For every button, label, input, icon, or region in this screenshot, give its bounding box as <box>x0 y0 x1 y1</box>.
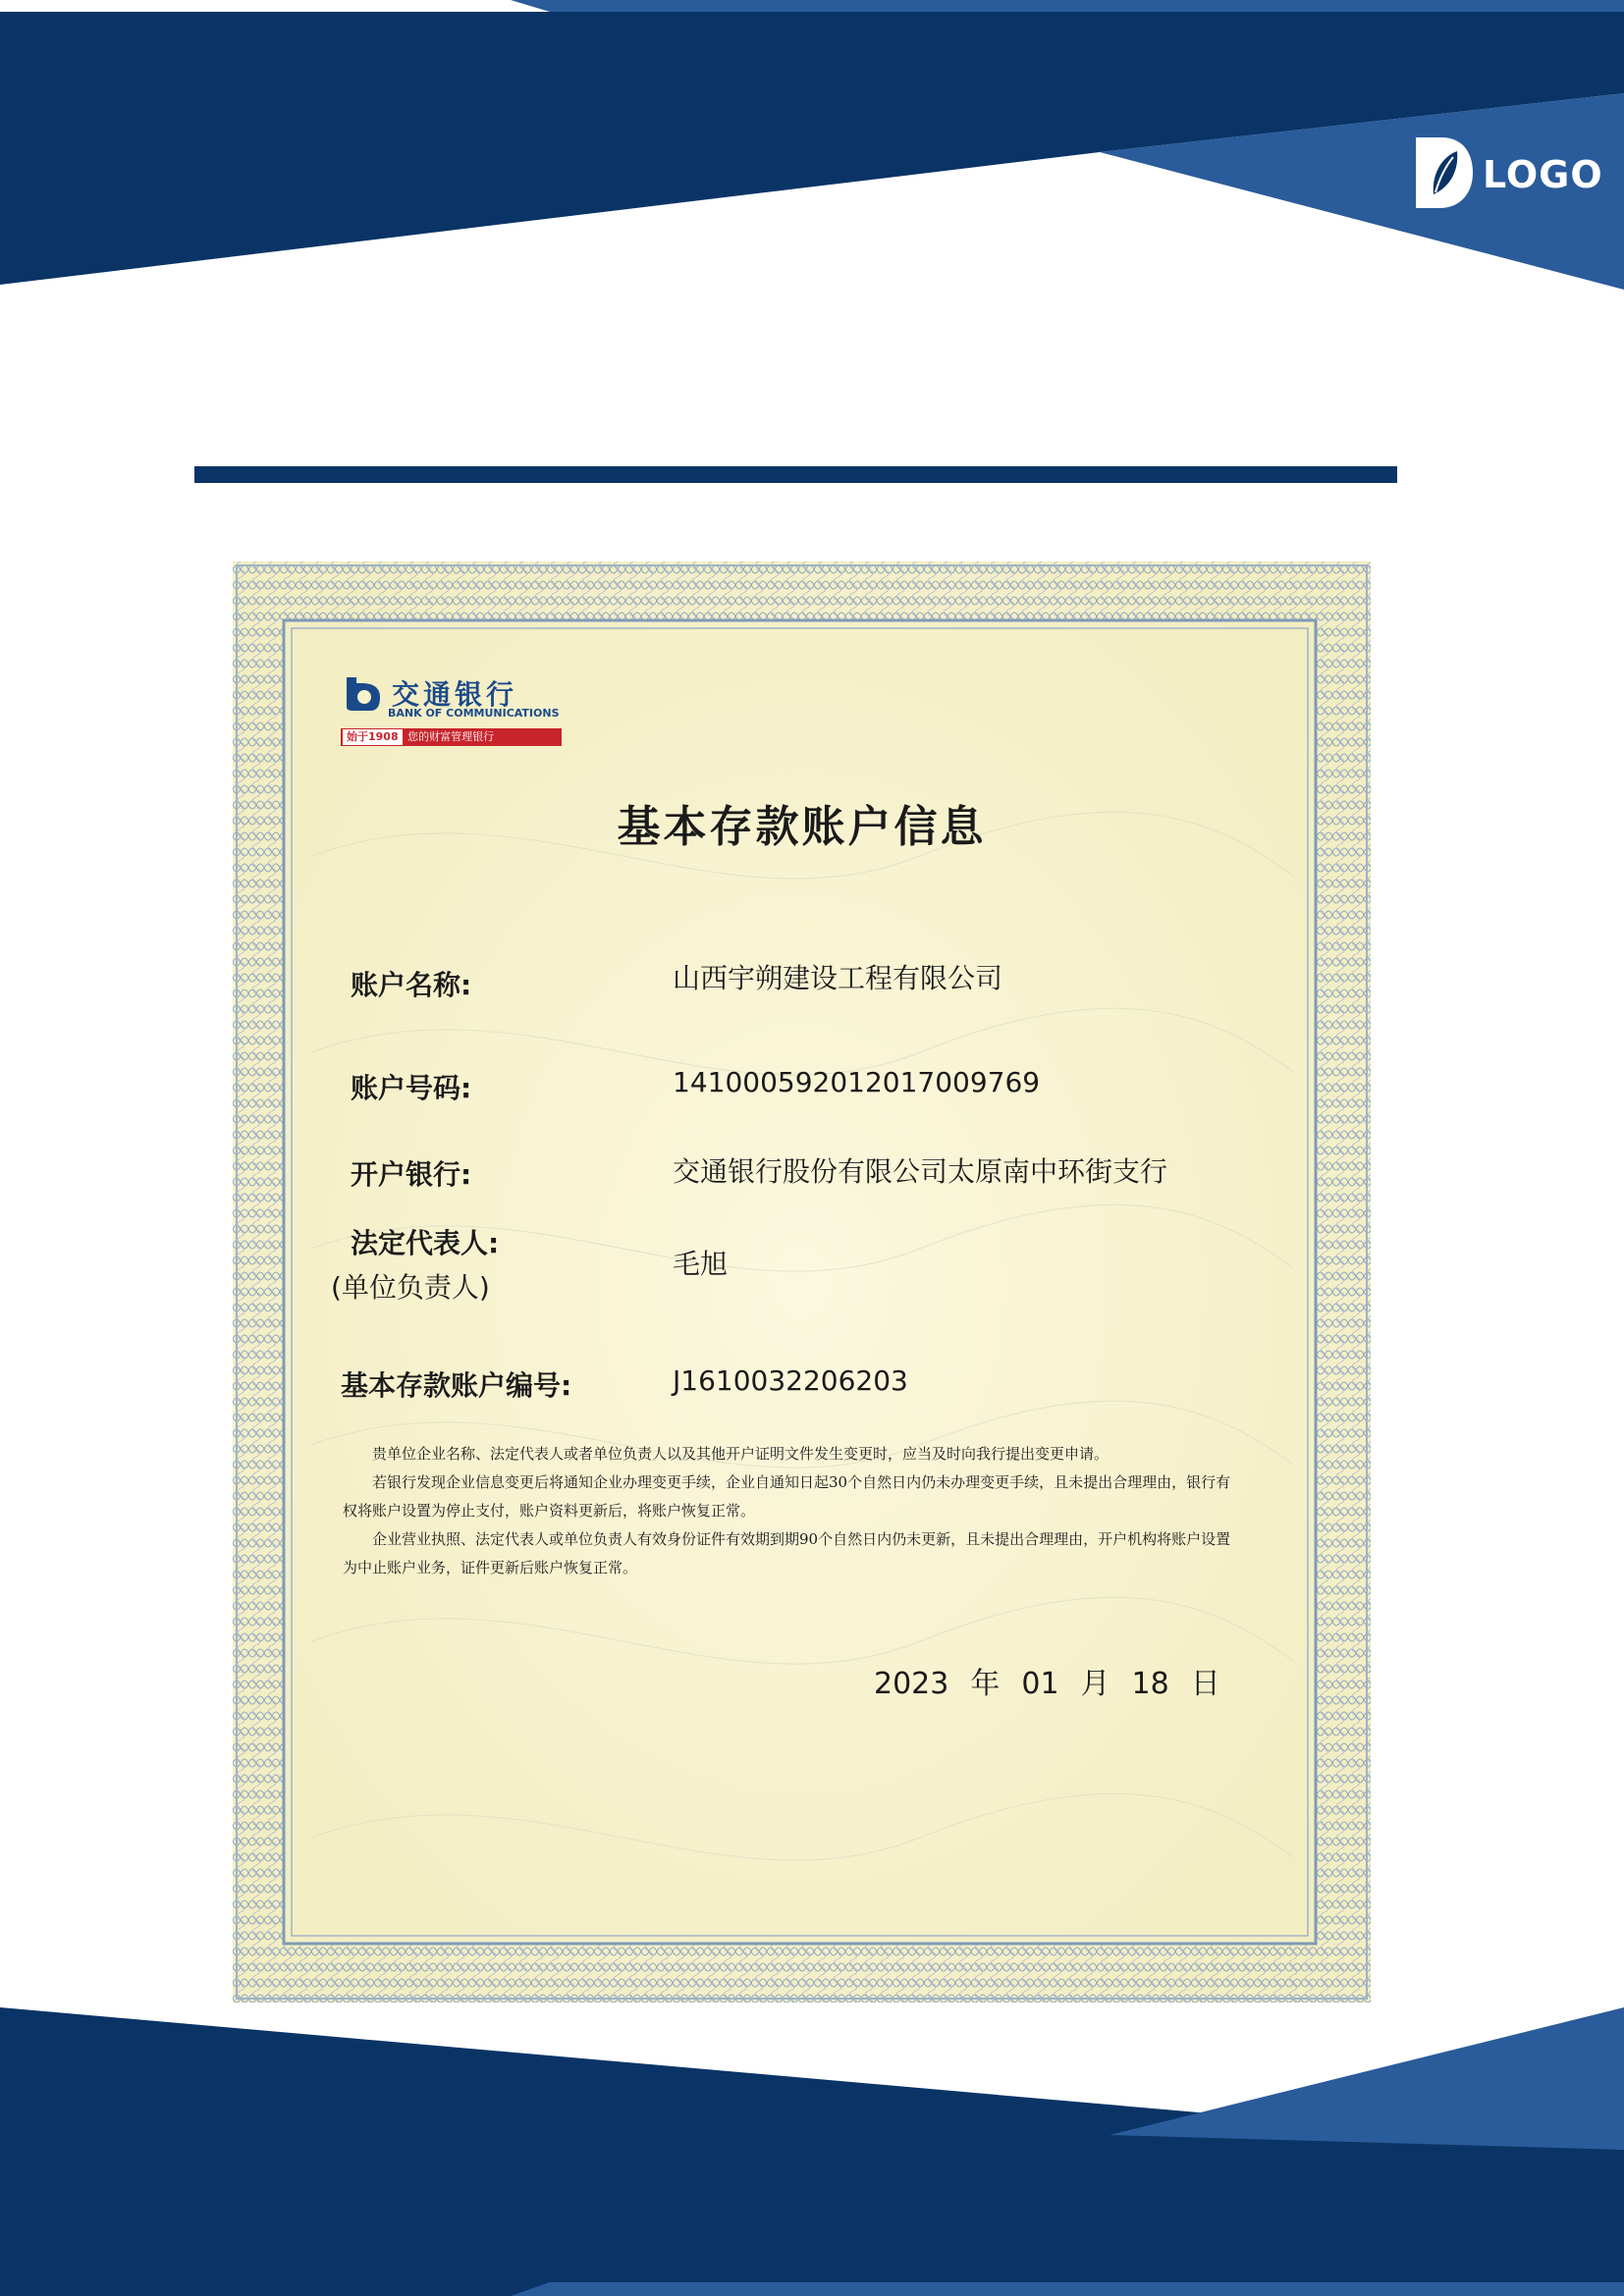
rep-label: 法定代表人: <box>351 1227 500 1259</box>
section-divider <box>194 466 1397 483</box>
bank-logo <box>341 671 576 750</box>
basic-account-no-value: J1610032206203 <box>673 1364 908 1397</box>
account-number-value: 141000592012017009769 <box>673 1066 1041 1098</box>
rep-value: 毛旭 <box>673 1248 729 1280</box>
bank-founded-year: 始于1908 <box>343 729 403 745</box>
certificate-card <box>233 561 1371 2002</box>
bank-label: 开户银行: <box>351 1158 472 1191</box>
logo-text: LOGO <box>1483 153 1603 196</box>
basic-account-no-label: 基本存款账户编号: <box>341 1369 572 1402</box>
bottom-dark-band <box>0 2007 1624 2296</box>
account-number-label: 账户号码: <box>351 1072 472 1104</box>
notice-paragraph: 贵单位企业名称、法定代表人或者单位负责人以及其他开户证明文件发生变更时，应当及时向我行提出变更申请。 <box>372 1445 1110 1463</box>
bank-name-cn: 交通银行 <box>392 678 518 711</box>
account-name-value: 山西宇朔建设工程有限公司 <box>673 962 1003 994</box>
logo-leaf-icon <box>1414 135 1475 210</box>
bank-value: 交通银行股份有限公司太原南中环街支行 <box>673 1155 1168 1188</box>
company-logo <box>1414 135 1610 214</box>
date-day-unit: 日 <box>1190 1667 1220 1701</box>
date-year: 2023 <box>874 1667 949 1701</box>
issue-date <box>874 1659 1242 1702</box>
bottom-accent-triangle <box>1110 2007 1624 2150</box>
notice-text <box>343 1440 1236 1582</box>
certificate-title: 基本存款账户信息 <box>617 802 987 852</box>
notice-paragraph: 企业营业执照、法定代表人或单位负责人有效身份证件有效期到期90个自然日内仍未更新，且未提出合理理由，开户机构将账户设置为中止账户业务，证件更新后账户恢复正常。 <box>343 1530 1231 1576</box>
top-thin-band <box>511 0 1624 12</box>
bank-tagline <box>341 728 562 746</box>
account-name-label: 账户名称: <box>351 969 472 1001</box>
date-year-unit: 年 <box>970 1667 1001 1701</box>
bottom-thin-band <box>511 2282 1624 2296</box>
date-month-unit: 月 <box>1080 1667 1110 1701</box>
date-day: 18 <box>1131 1667 1169 1701</box>
rep-sublabel: (单位负责人) <box>331 1271 490 1304</box>
bank-emblem-icon <box>341 671 384 715</box>
notice-paragraph: 若银行发现企业信息变更后将通知企业办理变更手续，企业自通知日起30个自然日内仍未办理变更手续，且未提出合理理由，银行有权将账户设置为停止支付，账户资料更新后，将账户恢复正常。 <box>343 1473 1231 1520</box>
bank-slogan: 您的财富管理银行 <box>407 730 495 743</box>
bank-name-en: BANK OF COMMUNICATIONS <box>388 707 560 720</box>
date-month: 01 <box>1021 1667 1059 1701</box>
